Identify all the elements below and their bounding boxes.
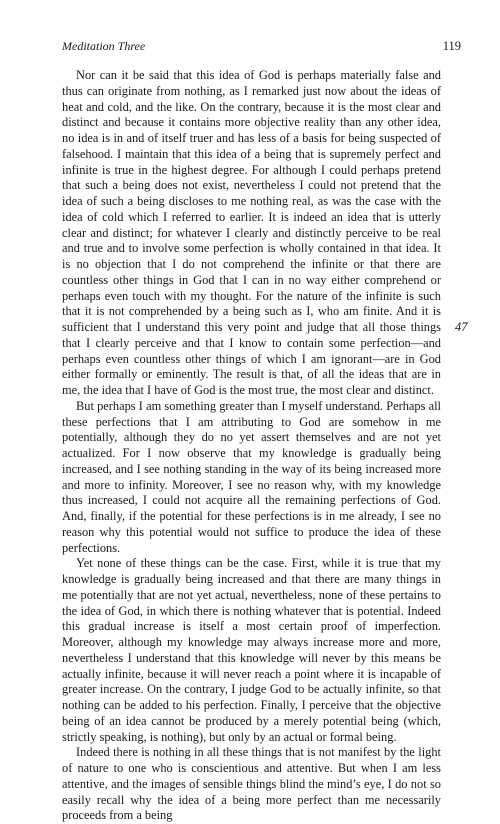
margin-reference-number: 47: [455, 320, 468, 334]
page-number: 119: [442, 39, 461, 53]
paragraph: Yet none of these things can be the case. First, while it is true that my knowledge is gradually being increased and that there are many things in me potentially that are not yet actual, nevertheless, none of these pertains to the idea of God, in which there is nothing whatever that is potential. Indeed this gradual increase is itself a most certain proof of imperfection. Moreover, although my knowledge may always increase more and more, nevertheless I understand that this knowledge will never by this means be actually infinite, because it will never reach a point where it is incapable of greater increase. On the contrary, I judge God to be actually infinite, so that nothing can be added to his perfection. Finally, I perceive that the objective being of an idea cannot be produced by a merely potential being (which, strictly speaking, is nothing), but only by an actual or formal being.: [62, 556, 441, 744]
body-text: [62, 68, 441, 824]
running-head: Meditation Three: [62, 39, 146, 53]
paragraph: Nor can it be said that this idea of God is perhaps materially false and thus can originate from nothing, as I remarked just now about the ideas of heat and cold, and the like. On the contrary, because it is the most clear and distinct and because it contains more objective reality than any other idea, no idea is in and of itself truer and has less of a basis for being suspected of falsehood. I maintain that this idea of a being that is supremely perfect and infinite is true in the highest degree. For although I could perhaps pretend that such a being does not exist, nevertheless I could not pretend that the idea of such a being discloses to me nothing real, as was the case with the idea of cold which I referred to earlier. It is indeed an idea that is utterly clear and distinct; for whatever I clearly and distinctly perceive to be real and true and to involve some perfection is wholly contained in that idea. It is no objection that I do not comprehend the infinite or that there are countless other things in God that I can in no way either comprehend or perhaps even touch with my thought. For the nature of the infinite is such that it is not comprehended by a being such as I, who am finite. And it is sufficient that I understand this very point and judge that all those things that I clearly perceive and that I know to contain some perfection—and perhaps even countless other things of which I am ignorant—are in God either formally or eminently. The result is that, of all the ideas that are in me, the idea that I have of God is the most true, the most clear and distinct.: [62, 68, 441, 397]
paragraph: Indeed there is nothing in all these things that is not manifest by the light of nature to one who is conscientious and attentive. But when I am less attentive, and the images of sensible things blind the mind’s eye, I do not so easily recall why the idea of a being more perfect than me necessarily proceeds from a being: [62, 745, 441, 823]
paragraph: But perhaps I am something greater than I myself understand. Perhaps all these perfections that I am attributing to God are somehow in me potentially, although they do no yet assert themselves and are not yet actualized. For I now observe that my knowledge is gradually being increased, and I see nothing standing in the way of its being increased more and more to infinity. Moreover, I see no reason why, with my knowledge thus increased, I could not acquire all the remaining perfections of God. And, finally, if the potential for these perfections is in me already, I see no reason why this potential would not suffice to produce the idea of these perfections.: [62, 398, 441, 555]
